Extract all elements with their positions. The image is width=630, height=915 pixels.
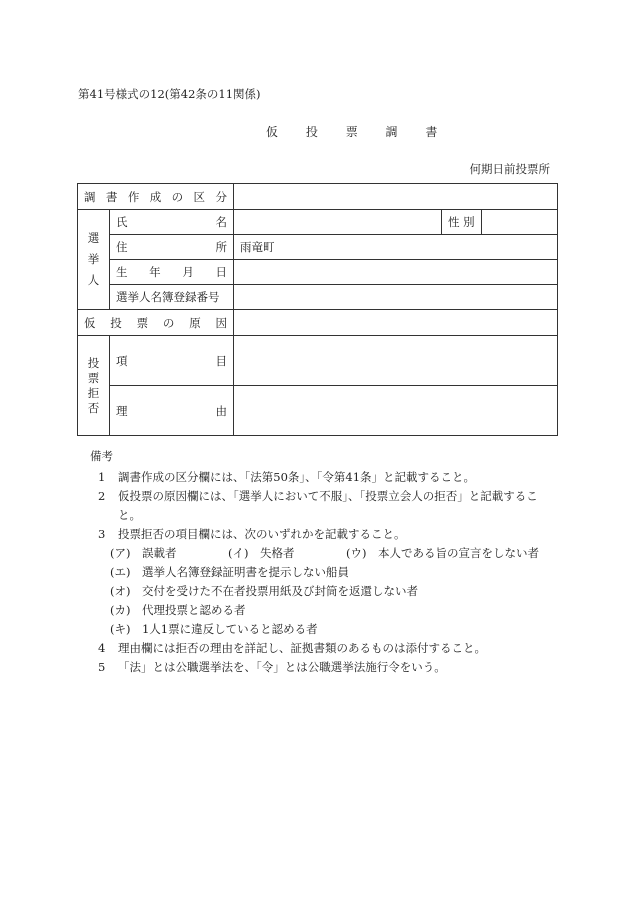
remark-number: 3 <box>98 527 106 541</box>
label-char: 生 <box>116 265 128 279</box>
remark-number: 1 <box>98 470 106 484</box>
cause-label <box>78 310 234 336</box>
title-char: 投 <box>305 125 318 139</box>
label-char: 由 <box>215 403 227 418</box>
sex-value[interactable] <box>482 210 558 235</box>
refusal-item: (ア) 誤載者 <box>110 546 177 560</box>
registry-value[interactable] <box>234 285 558 310</box>
elector-label <box>78 210 110 310</box>
remark-item <box>90 658 560 677</box>
title-char: 仮 <box>266 125 279 139</box>
refusal-item: (オ) 交付を受けた不在者投票用紙及び封筒を返還しない者 <box>110 584 418 598</box>
label-char: 調 <box>84 189 96 204</box>
birthdate-label <box>110 260 234 285</box>
remark-number: 5 <box>98 660 106 674</box>
label-char: 挙 <box>87 252 100 266</box>
label-char: 仮 <box>84 315 96 330</box>
remarks-section <box>90 447 560 677</box>
label-char: 票 <box>87 370 100 385</box>
label-char: 否 <box>87 400 100 415</box>
remark-text: 理由欄には拒否の理由を詳記し、証拠書類のあるものは添付すること。 <box>118 641 486 655</box>
remark-text: 調書作成の区分欄には、「法第50条」、「令第41条」と記載すること。 <box>118 470 476 484</box>
refusal-item-list <box>90 544 560 639</box>
remark-text: 仮投票の原因欄には、「選挙人において不服」、「投票立会人の拒否」と記載すること。 <box>118 489 538 522</box>
label-char: 所 <box>215 240 227 254</box>
title-char: 調 <box>385 125 398 139</box>
label-char: 名 <box>215 215 227 229</box>
document-title <box>266 123 437 140</box>
label-char: 投 <box>87 355 100 370</box>
provisional-vote-form-table <box>77 183 558 436</box>
label-char: 投 <box>110 315 122 330</box>
refusal-item: (エ) 選挙人名簿登録証明書を提示しない船員 <box>110 565 349 579</box>
label-char: 票 <box>136 315 149 330</box>
item-label <box>110 336 234 386</box>
name-label <box>110 210 234 235</box>
cause-value[interactable] <box>234 310 558 336</box>
address-value[interactable]: 雨竜町 <box>234 235 558 260</box>
registry-label: 選挙人名簿登録番号 <box>110 285 234 310</box>
category-value[interactable] <box>234 184 558 210</box>
remark-item <box>90 487 560 525</box>
label-char: の <box>162 315 175 330</box>
label-char: 日 <box>215 265 227 279</box>
label-char: 項 <box>116 353 128 368</box>
polling-place: 何期日前投票所 <box>469 162 550 176</box>
refusal-label <box>78 336 110 436</box>
form-number: 第41号様式の12(第42条の11関係) <box>78 87 261 101</box>
label-char: 氏 <box>116 215 128 229</box>
remark-item <box>90 468 560 487</box>
label-char: 成 <box>149 189 162 204</box>
label-char: 目 <box>215 353 227 368</box>
refusal-item: (カ) 代理投票と認める者 <box>110 603 246 617</box>
name-value[interactable] <box>234 210 442 235</box>
item-value[interactable] <box>234 336 558 386</box>
label-char: 年 <box>149 265 161 279</box>
sex-label: 性 別 <box>442 210 482 235</box>
label-char: 分 <box>215 189 227 204</box>
remark-number: 4 <box>98 641 106 655</box>
reason-value[interactable] <box>234 386 558 436</box>
label-char: 人 <box>87 273 100 287</box>
label-char: 拒 <box>87 385 100 400</box>
label-char: 区 <box>193 189 206 204</box>
label-char: 理 <box>116 403 128 418</box>
label-char: 月 <box>182 265 194 279</box>
label-char: 住 <box>116 240 128 254</box>
reason-label <box>110 386 234 436</box>
refusal-item: (キ) 1人1票に違反していると認める者 <box>110 622 318 636</box>
label-char: の <box>171 189 184 204</box>
refusal-item: (ウ) 本人である旨の宣言をしない者 <box>346 546 539 560</box>
remark-number: 2 <box>98 489 106 503</box>
remark-item <box>90 639 560 658</box>
remark-text: 投票拒否の項目欄には、次のいずれかを記載すること。 <box>118 527 406 541</box>
title-char: 票 <box>345 125 358 139</box>
title-char: 書 <box>425 125 438 139</box>
label-char: 書 <box>105 189 118 204</box>
remark-item <box>90 525 560 544</box>
label-char: 原 <box>189 315 201 330</box>
remarks-heading: 備考 <box>90 449 113 463</box>
label-char: 因 <box>215 315 227 330</box>
address-label <box>110 235 234 260</box>
label-char: 選 <box>87 231 100 245</box>
label-char: 作 <box>127 189 140 204</box>
remark-text: 「法」とは公職選挙法を、「令」とは公職選挙法施行令をいう。 <box>118 660 446 674</box>
category-label <box>78 184 234 210</box>
birthdate-value[interactable] <box>234 260 558 285</box>
refusal-item: (イ) 失格者 <box>228 546 295 560</box>
